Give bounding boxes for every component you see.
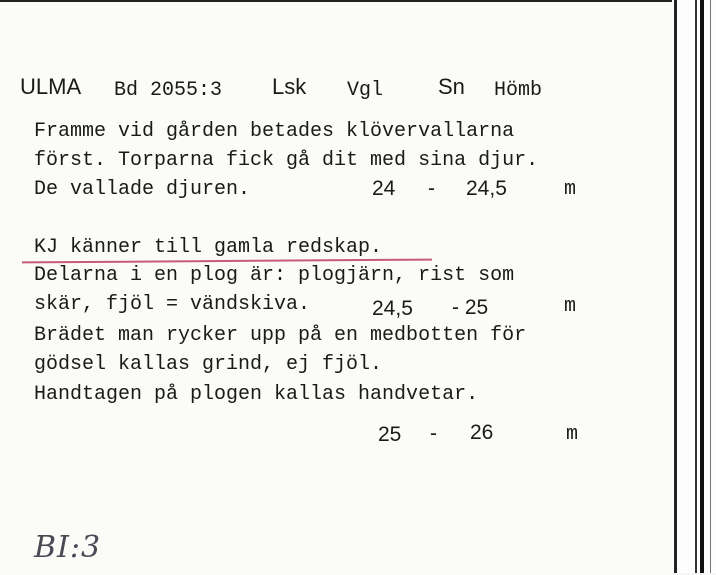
measure-from: 24 (372, 177, 396, 200)
handwritten-note: BI:3 (34, 530, 102, 565)
text-line: Brädet man rycker upp på en medbotten för (34, 324, 527, 347)
field-lsk: Lsk (272, 74, 307, 99)
text-line: skär, fjöl = vändskiva. (34, 293, 311, 316)
text-line: KJ känner till gamla redskap. (34, 236, 383, 259)
archive-code: ULMA (20, 74, 82, 99)
text-line: Framme vid gården betades klövervallarna (34, 120, 515, 143)
field-parish: Hömb (494, 79, 543, 102)
field-sn: Sn (438, 74, 465, 99)
measure-to: 24,5 (466, 177, 507, 200)
card-stack-edge (672, 0, 716, 573)
measure-from: 24,5 (372, 297, 413, 320)
measure-dash: - (428, 177, 435, 200)
measure-unit: m (564, 178, 577, 201)
measure-unit: m (564, 295, 577, 318)
text-line: Delarna i en plog är: plogjärn, rist som (34, 264, 515, 287)
measure-to: 26 (470, 421, 494, 444)
text-line: Handtagen på plogen kallas handvetar. (34, 383, 479, 406)
text-line: De vallade djuren. (34, 178, 251, 201)
measure-to: - 25 (452, 296, 489, 319)
measure-from: 25 (378, 423, 402, 446)
text-line: gödsel kallas grind, ej fjöl. (34, 353, 383, 376)
measure-unit: m (566, 423, 579, 446)
field-vgl: Vgl (347, 79, 384, 102)
text-line: först. Torparna fick gå dit med sina djur. (34, 149, 539, 172)
reference-number: Bd 2055:3 (114, 79, 223, 102)
measure-dash: - (430, 422, 437, 445)
